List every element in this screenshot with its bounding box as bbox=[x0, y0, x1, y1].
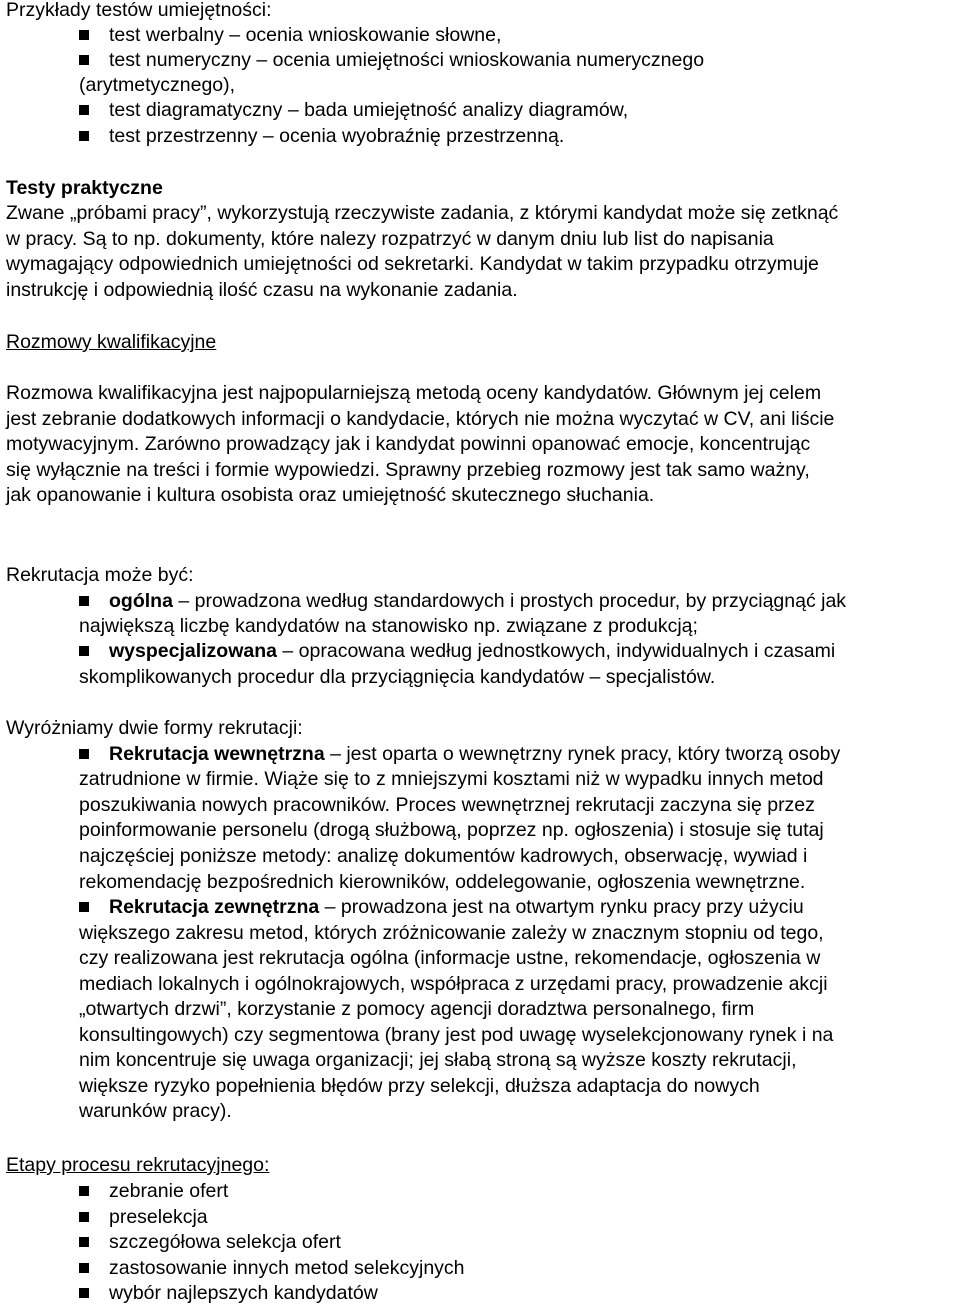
term-bold: Rekrutacja wewnętrzna bbox=[109, 743, 325, 765]
list-item: test diagramatyczny – bada umiejętność analizy diagramów, bbox=[109, 99, 629, 121]
list-item-continuation: większego zakresu metod, których zróżnicowanie zależy w znacznym stopniu od tego, bbox=[79, 922, 824, 944]
list-item bbox=[109, 895, 804, 920]
practical-tests-heading: Testy praktyczne bbox=[6, 177, 163, 199]
bullet-square bbox=[79, 1237, 89, 1247]
list-item-continuation: warunków pracy). bbox=[79, 1100, 232, 1122]
bullet-square bbox=[79, 1212, 89, 1222]
list-item bbox=[109, 639, 835, 664]
term-bold: wyspecjalizowana bbox=[109, 640, 277, 662]
recruitment-types-heading: Rekrutacja może być: bbox=[6, 564, 194, 586]
bullet-square bbox=[79, 1288, 89, 1298]
list-item-continuation: „otwartych drzwi”, korzystanie z pomocy agencji doradztwa personalnego, firm bbox=[79, 998, 755, 1020]
list-item: szczegółowa selekcja ofert bbox=[109, 1231, 341, 1253]
list-item-continuation: poinformowanie personelu (drogą służbową, poprzez np. ogłoszenia) i stosuje się tutaj bbox=[79, 819, 824, 841]
list-item bbox=[109, 589, 846, 614]
recruitment-forms-heading: Wyróżniamy dwie formy rekrutacji: bbox=[6, 717, 303, 739]
paragraph-line: jest zebranie dodatkowych informacji o kandydacie, których nie można wyczytać w CV, ani liście bbox=[6, 408, 835, 430]
bullet-square bbox=[79, 646, 89, 656]
list-item-continuation: nim koncentruje się uwaga organizacji; jej słabą stroną są wyższe koszty rekrutacji, bbox=[79, 1049, 797, 1071]
list-item: zebranie ofert bbox=[109, 1180, 229, 1202]
list-item bbox=[109, 742, 840, 767]
list-item: zastosowanie innych metod selekcyjnych bbox=[109, 1257, 465, 1279]
paragraph-line: wymagający odpowiednich umiejętności od sekretarki. Kandydat w takim przypadku otrzymuje bbox=[6, 253, 819, 275]
bullet-square bbox=[79, 902, 89, 912]
list-item-continuation: zatrudnione w firmie. Wiąże się to z mniejszymi kosztami niż w wypadku innych metod bbox=[79, 768, 824, 790]
term-description: – opracowana według jednostkowych, indywidualnych i czasami bbox=[277, 640, 836, 662]
term-bold: Rekrutacja zewnętrzna bbox=[109, 896, 320, 918]
paragraph-line: w pracy. Są to np. dokumenty, które nalezy rozpatrzyć w danym dniu lub list do napisania bbox=[6, 228, 774, 250]
recruitment-stages-heading: Etapy procesu rekrutacyjnego: bbox=[6, 1154, 270, 1176]
list-item-continuation: większe ryzyko popełnienia błędów przy selekcji, dłuższa adaptacja do nowych bbox=[79, 1075, 760, 1097]
list-item-continuation: konsultingowych) czy segmentowa (brany jest pod uwagę wyselekcjonowany rynek i na bbox=[79, 1024, 834, 1046]
bullet-square bbox=[79, 749, 89, 759]
term-bold: ogólna bbox=[109, 590, 173, 612]
list-item-continuation: czy realizowana jest rekrutacja ogólna (informacje ustne, rekomendacje, ogłoszenia w bbox=[79, 947, 821, 969]
list-item-continuation: rekomendację bezpośrednich kierowników, oddelegowanie, ogłoszenia wewnętrzne. bbox=[79, 871, 806, 893]
list-item: wybór najlepszych kandydatów bbox=[109, 1282, 378, 1304]
interviews-heading: Rozmowy kwalifikacyjne bbox=[6, 331, 217, 353]
bullet-square bbox=[79, 30, 89, 40]
paragraph-line: motywacyjnym. Zarówno prowadzący jak i kandydat powinni opanować emocje, koncentrując bbox=[6, 433, 811, 455]
paragraph-line: jak opanowanie i kultura osobista oraz umiejętność skutecznego słuchania. bbox=[6, 484, 655, 506]
term-description: – prowadzona według standardowych i prostych procedur, by przyciągnąć jak bbox=[172, 590, 847, 612]
paragraph-line: Zwane „próbami pracy”, wykorzystują rzeczywiste zadania, z którymi kandydat może się zetknąć bbox=[6, 202, 839, 224]
list-item-continuation: mediach lokalnych i ogólnokrajowych, współpraca z urzędami pracy, prowadzenie akcji bbox=[79, 973, 828, 995]
list-item-continuation: największą liczbę kandydatów na stanowisko np. związane z produkcją; bbox=[79, 615, 698, 637]
list-item: test werbalny – ocenia wnioskowanie słowne, bbox=[109, 24, 502, 46]
term-description: – jest oparta o wewnętrzny rynek pracy, który tworzą osoby bbox=[324, 743, 841, 765]
paragraph-line: Rozmowa kwalifikacyjna jest najpopularniejszą metodą oceny kandydatów. Głównym jej celem bbox=[6, 382, 822, 404]
term-description: – prowadzona jest na otwartym rynku pracy przy użyciu bbox=[319, 896, 804, 918]
list-item-continuation: (arytmetycznego), bbox=[79, 74, 236, 96]
list-item: preselekcja bbox=[109, 1206, 208, 1228]
list-item: test numeryczny – ocenia umiejętności wnioskowania numerycznego bbox=[109, 49, 705, 71]
paragraph-line: się wyłącznie na treści i formie wypowiedzi. Sprawny przebieg rozmowy jest tak samo ważny, bbox=[6, 459, 810, 481]
list-item-continuation: najczęściej poniższe metody: analizę dokumentów kadrowych, obserwację, wywiad i bbox=[79, 845, 808, 867]
bullet-square bbox=[79, 1186, 89, 1196]
skills-tests-heading: Przykłady testów umiejętności: bbox=[6, 0, 272, 21]
bullet-square bbox=[79, 131, 89, 141]
list-item-continuation: poszukiwania nowych pracowników. Proces wewnętrznej rekrutacji zaczyna się przez bbox=[79, 794, 815, 816]
bullet-square bbox=[79, 55, 89, 65]
bullet-square bbox=[79, 1263, 89, 1273]
paragraph-line: instrukcję i odpowiednią ilość czasu na wykonanie zadania. bbox=[6, 279, 518, 301]
list-item-continuation: skomplikowanych procedur dla przyciągnięcia kandydatów – specjalistów. bbox=[79, 666, 716, 688]
bullet-square bbox=[79, 105, 89, 115]
bullet-square bbox=[79, 596, 89, 606]
list-item: test przestrzenny – ocenia wyobraźnię przestrzenną. bbox=[109, 125, 565, 147]
